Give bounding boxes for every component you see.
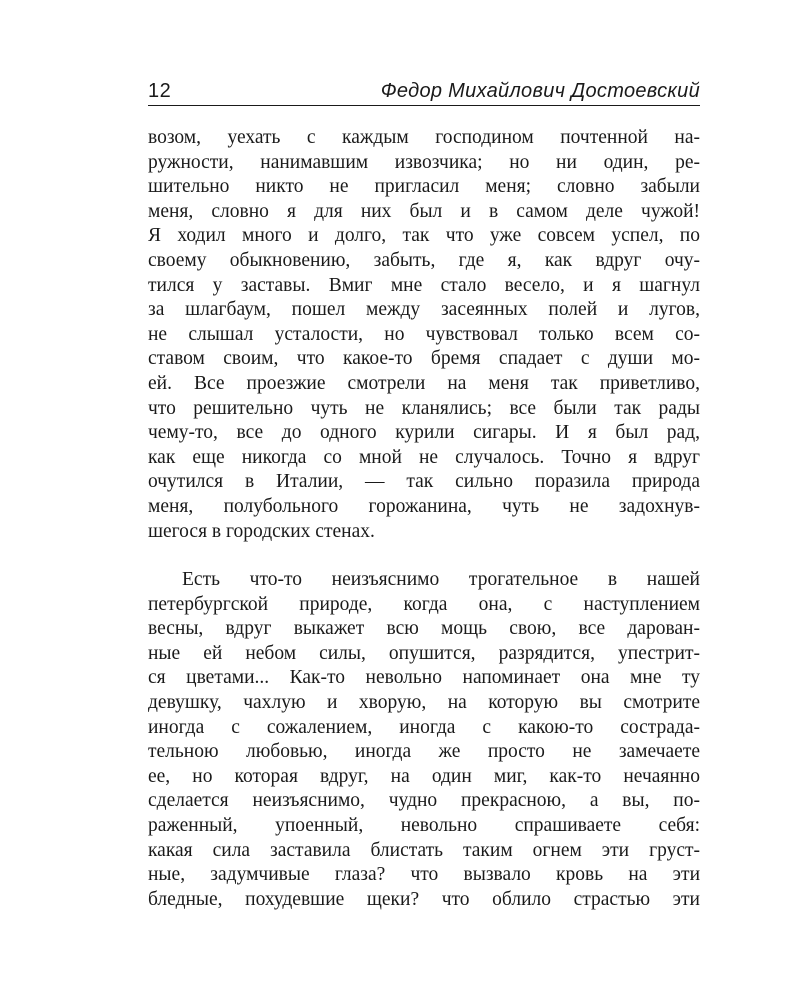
text-line: за шлагбаум, пошел между засеянных полей и лугов, <box>148 299 700 321</box>
text-line: что решительно чуть не кланялись; все были так рады <box>148 397 700 419</box>
page-number: 12 <box>148 80 172 102</box>
text-line: раженный, упоенный, невольно спрашиваете себя: <box>148 815 700 837</box>
text-line: меня, полубольного горожанина, чуть не задохнув- <box>148 495 700 517</box>
text-line: какая сила заставила блистать таким огнем эти груст- <box>148 839 700 861</box>
text-line: как еще никогда со мной не случалось. Точно я вдруг <box>148 446 700 468</box>
text-line: тился у заставы. Вмиг мне стало весело, и я шагнул <box>148 274 700 296</box>
text-line: весны, вдруг выкажет всю мощь свою, все дарован- <box>148 618 700 640</box>
text-line: Есть что-то неизъяснимо трогательное в нашей <box>182 569 700 591</box>
paragraph-2 <box>148 568 700 912</box>
text-line: своему обыкновению, забыть, где я, как вдруг очу- <box>148 249 700 271</box>
paragraph-gap <box>148 544 700 568</box>
text-line: не слышал усталости, но чувствовал только всем со- <box>148 323 700 345</box>
text-line: ные ей небом силы, опушится, разрядится, упестрит- <box>148 642 700 664</box>
running-header <box>148 72 700 106</box>
text-line: ружности, нанимавшим извозчика; но ни один, ре- <box>148 151 700 173</box>
book-page <box>148 72 700 912</box>
text-line: ей. Все проезжие смотрели на меня так приветливо, <box>148 372 700 394</box>
text-line: ные, задумчивые глаза? что вызвало кровь на эти <box>148 864 700 886</box>
text-line: возом, уехать с каждым господином почтенной на- <box>148 127 700 148</box>
text-line: меня, словно я для них был и в самом деле чужой! <box>148 200 700 222</box>
text-line: ся цветами... Как-то невольно напоминает она мне ту <box>148 667 700 689</box>
author-name: Федор Михайлович Достоевский <box>380 80 700 102</box>
text-line: девушку, чахлую и хворую, на которую вы смотрите <box>148 692 700 714</box>
text-line: чему-то, все до одного курили сигары. И я был рад, <box>148 422 700 444</box>
text-line: ставом своим, что какое-то бремя спадает с души мо- <box>148 348 700 370</box>
text-line: ее, но которая вдруг, на один миг, как-то нечаянно <box>148 765 700 787</box>
text-line: петербургской природе, когда она, с наступлением <box>148 593 700 615</box>
text-line: очутился в Италии, — так сильно поразила природа <box>148 471 700 493</box>
text-line: иногда с сожалением, иногда с какою-то сострада- <box>148 716 700 738</box>
text-line: бледные, похудевшие щеки? что облило страстью эти <box>148 888 700 910</box>
text-line: сделается неизъяснимо, чудно прекрасною, а вы, по- <box>148 790 700 812</box>
text-line: Я ходил много и долго, так что уже совсем успел, по <box>148 225 700 247</box>
text-line: тельною любовью, иногда же просто не замечаете <box>148 741 700 763</box>
paragraph-1 <box>148 126 700 544</box>
body-text <box>148 126 700 912</box>
text-line: шегося в городских стенах. <box>148 520 375 542</box>
text-line: шительно никто не пригласил меня; словно забыли <box>148 176 700 198</box>
